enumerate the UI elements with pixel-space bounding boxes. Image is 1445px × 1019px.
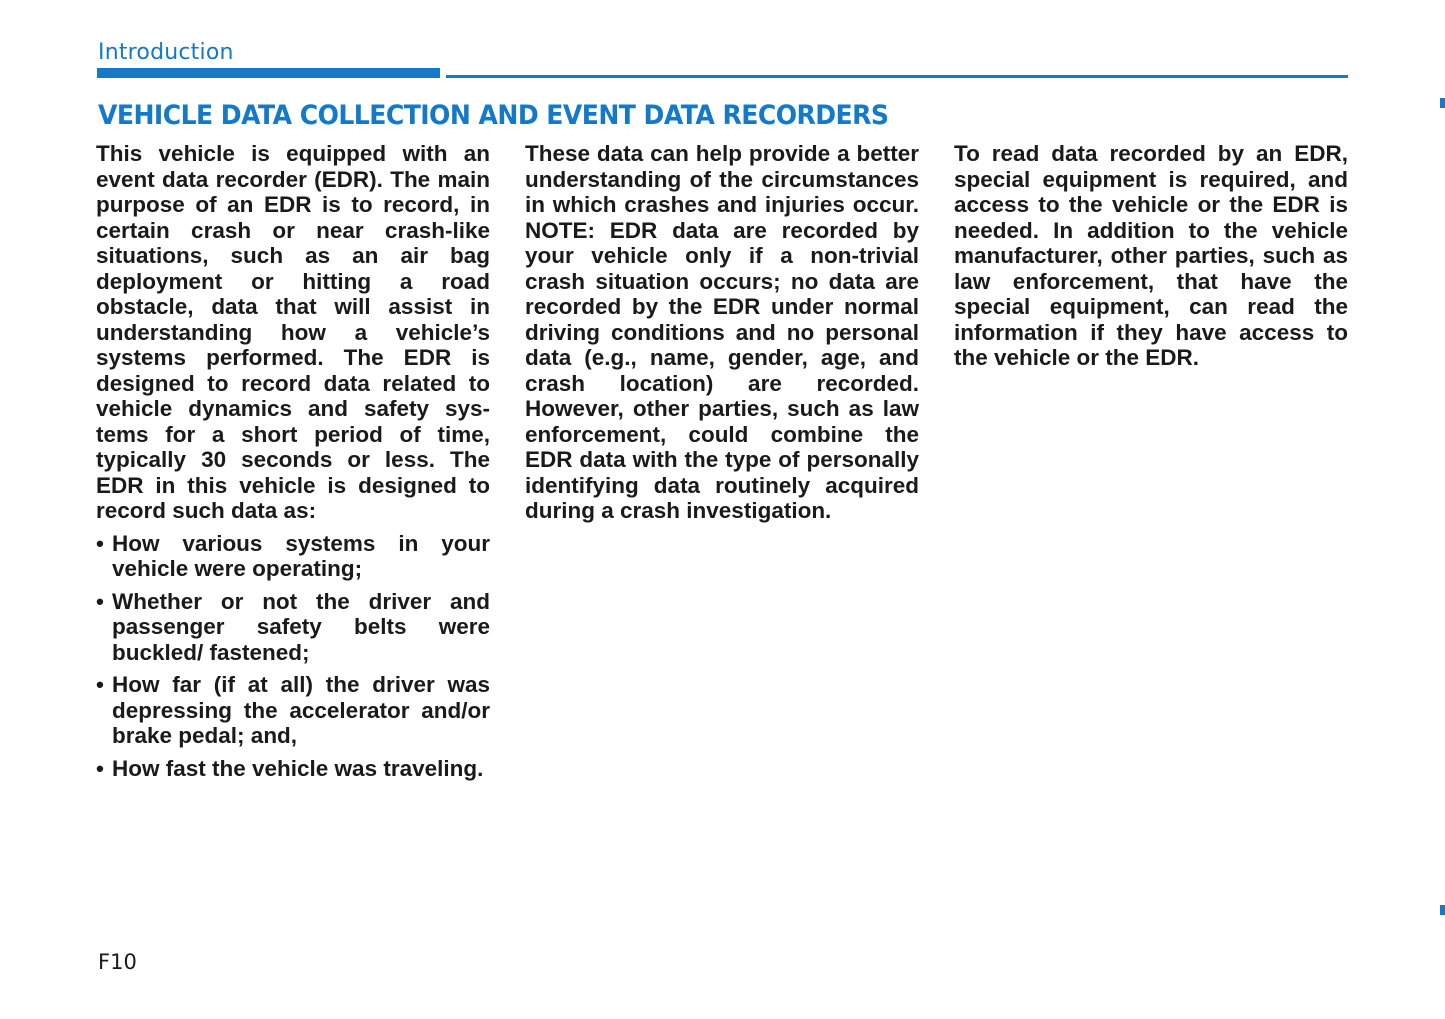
- list-item: • How fast the vehicle was traveling.: [96, 756, 490, 782]
- page-number: F10: [98, 950, 137, 974]
- section-label: Introduction: [98, 40, 234, 65]
- column-1-paragraph: This vehicle is equipped with an event data recorder (EDR). The main purpose of an EDR is to record, in certain crash or near crash-like situations, such as an air bag deployment or hitting a road obstacle, data that will assist in understanding how a vehicle’s systems performed. The EDR is designed to record data related to vehicle dynamics and safety systems for a short period of time, typically 30 seconds or less. The EDR in this vehicle is designed to record such data as:: [96, 141, 490, 523]
- text-column-2: [525, 141, 919, 524]
- text-column-3: [954, 141, 1348, 371]
- list-item: • How far (if at all) the driver was depressing the accelerator and/or brake pedal; and,: [96, 672, 490, 749]
- page-heading: VEHICLE DATA COLLECTION AND EVENT DATA RECORDERS: [98, 100, 889, 131]
- text-column-1: [96, 141, 490, 781]
- header-rule-thin: [446, 75, 1348, 78]
- header-rule-thick: [97, 68, 440, 78]
- recorded-data-list: [96, 531, 490, 782]
- list-item: • Whether or not the driver and passenger safety belts were buckled/ fastened;: [96, 589, 490, 666]
- page-edge-tab: [1440, 98, 1445, 108]
- list-item: • How various systems in your vehicle were operating;: [96, 531, 490, 582]
- column-3-paragraph: To read data recorded by an EDR, special equipment is required, and access to the vehicle or the EDR is needed. In addition to the vehicle manufacturer, other parties, such as law enforcement, that have the special equipment, can read the information if they have access to the vehicle or the EDR.: [954, 141, 1348, 370]
- column-2-paragraph: These data can help provide a better understanding of the circumstances in which crashes and injuries occur. NOTE: EDR data are recorded by your vehicle only if a non-trivial crash situation occurs; no data are recorded by the EDR under normal driving conditions and no personal data (e.g., name, gender, age, and crash location) are recorded. However, other parties, such as law enforcement, could combine the EDR data with the type of personally identifying data routinely acquired during a crash investigation.: [525, 141, 919, 523]
- page-edge-tab: [1440, 905, 1445, 915]
